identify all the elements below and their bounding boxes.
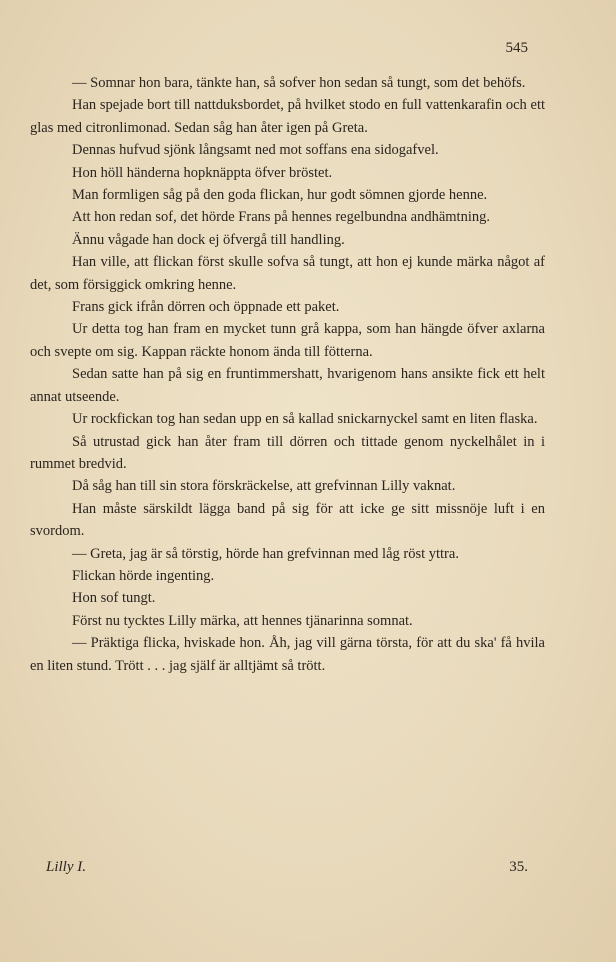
paragraph: Hon sof tungt. (72, 590, 156, 607)
sheet-number: 35. (509, 859, 528, 875)
paragraph: Hon höll händerna hopknäppta öfver bröstet. (72, 164, 333, 181)
paragraph: Flickan hörde ingenting. (72, 567, 215, 584)
paragraph: Han ville, att flickan först skulle sofva så tungt, att hon ej kunde märka något af det, som försiggick omkring henne. (30, 254, 545, 293)
paragraph: Först nu tycktes Lilly märka, att hennes tjänarinna somnat. (72, 612, 413, 629)
paragraph: Att hon redan sof, det hörde Frans på hennes regelbundna andhämtning. (72, 209, 490, 226)
paragraph: Han spejade bort till nattduksbordet, på hvilket stodo en full vattenkarafin och ett glas med citronlimonad. Sedan såg han åter igen på Greta. (30, 97, 545, 136)
paragraph: — Somnar hon bara, tänkte han, så sofver hon sedan så tungt, som det behöfs. (72, 75, 526, 91)
paragraph: Ur rockfickan tog han sedan upp en så kallad snickarnyckel samt en liten flaska. (72, 411, 538, 428)
paragraph: Ännu vågade han dock ej öfvergå till handling. (72, 231, 345, 248)
paragraph: — Präktiga flicka, hviskade hon. Åh, jag vill gärna törsta, för att du ska' få hvila en liten stund. Trött . . . jag själf är alltjämt så trött. (30, 635, 545, 674)
body-text (30, 72, 545, 677)
page-number: 545 (505, 40, 528, 56)
paragraph: Sedan satte han på sig en fruntimmershatt, hvarigenom hans ansikte fick ett helt annat utseende. (30, 366, 545, 405)
paragraph: Dennas hufvud sjönk långsamt ned mot soffans ena sidogafvel. (72, 142, 439, 159)
paragraph: Frans gick ifrån dörren och öppnade ett paket. (72, 299, 340, 316)
paragraph: Han måste särskildt lägga band på sig för att icke ge sitt missnöje luft i en svordom. (30, 500, 545, 540)
paragraph: Man formligen såg på den goda flickan, hur godt sömnen gjorde henne. (72, 187, 488, 204)
paragraph: Då såg han till sin stora förskräckelse, att grefvinnan Lilly vaknat. (72, 478, 456, 495)
paragraph: — Greta, jag är så törstig, hörde han grefvinnan med låg röst yttra. (72, 545, 459, 562)
paragraph: Ur detta tog han fram en mycket tunn grå kappa, som han hängde öfver axlarna och svepte om sig. Kappan räckte honom ända till fötterna. (30, 321, 545, 360)
paragraph: Så utrustad gick han åter fram till dörren och tittade genom nyckelhålet in i rummet bredvid. (30, 433, 545, 472)
signature-mark: Lilly I. (46, 859, 86, 875)
